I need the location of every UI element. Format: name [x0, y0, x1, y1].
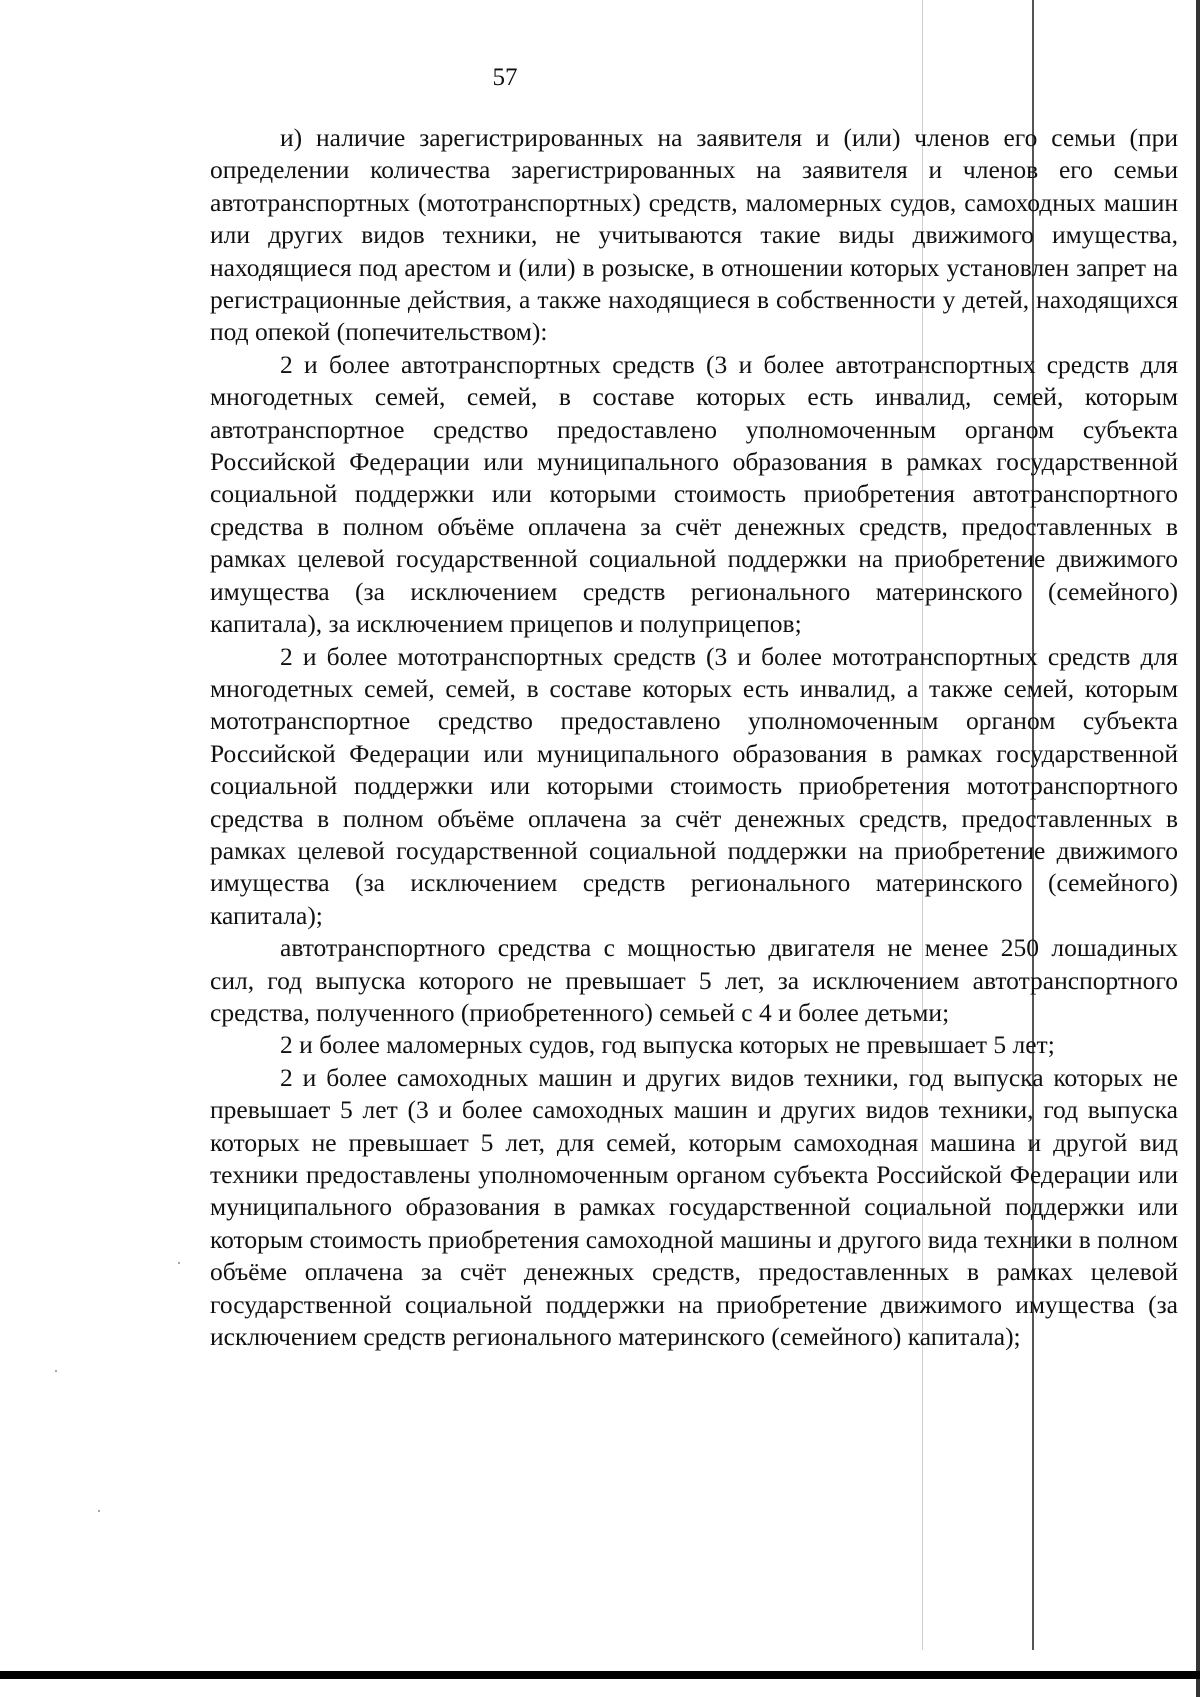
paragraph-small-vessels: 2 и более маломерных судов, год выпуска которых не превышает 5 лет;: [280, 1030, 1055, 1060]
paragraph-self-propelled-machines: 2 и более самоходных машин и других видов техники, год выпуска которых не превышает 5 лет (3 и более самоходных машин и других видов техники, год выпуска которых не превышает 5 лет, для семей, которым самоходная машина и другой вид техники предоставлены уполномоченным органом субъекта Российской Федерации или муниципального образования в рамках государственной социальной поддержки или которым стоимость приобретения самоходной машины и другого вида техники в полном объёме оплачена за счёт денежных средств, предоставленных в рамках целевой государственной социальной поддержки на приобретение движимого имущества (за исключением средств регионального материнского (семейного) капитала);: [210, 1062, 1178, 1352]
paragraph-engine-power: автотранспортного средства с мощностью двигателя не менее 250 лошадиных сил, год выпуска которого не превышает 5 лет, за исключением автотранспортного средства, полученного (приобретенного) семьей с 4 и более детьми;: [210, 933, 1178, 1027]
scan-speck: [178, 1262, 180, 1264]
scan-speck: [55, 1370, 57, 1372]
paragraph-item-i: и) наличие зарегистрированных на заявителя и (или) членов его семьи (при определении количества зарегистрированных на заявителя и членов его семьи автотранспортных (мототранспортных) средств, маломерных судов, самоходных машин или других видов техники, не учитываются такие виды движимого имущества, находящиеся под арестом и (или) в розыске, в отношении которых установлен запрет на регистрационные действия, а также находящиеся в собственности у детей, находящихся под опекой (попечительством):: [210, 123, 1178, 347]
scan-edge-bottom: [0, 1671, 1200, 1679]
scan-speck: [98, 1510, 100, 1512]
paragraph-motor-vehicles: 2 и более мототранспортных средств (3 и более мототранспортных средств для многодетных семей, семей, в составе которых есть инвалид, а также семей, которым мототранспортное средство предоставлено уполномоченным органом субъекта Российской Федерации или муниципального образования в рамках государственной социальной поддержки или которыми стоимость приобретения мототранспортного средства в полном объёме оплачена за счёт денежных средств, предоставленных в рамках целевой государственной социальной поддержки на приобретение движимого имущества (за исключением средств регионального материнского (семейного) капитала);: [210, 641, 1178, 930]
document-body: [210, 122, 1178, 1353]
page-number: 57: [492, 64, 518, 91]
paragraph-vehicles: 2 и более автотранспортных средств (3 и более автотранспортных средств для многодетных семей, семей, в составе которых есть инвалид, семей, которым автотранспортное средство предоставлено уполномоченным органом субъекта Российской Федерации или муниципального образования в рамках государственной социальной поддержки или которыми стоимость приобретения автотранспортного средства в полном объёме оплачена за счёт денежных средств, предоставленных в рамках целевой государственной социальной поддержки на приобретение движимого имущества (за исключением средств регионального материнского (семейного) капитала), за исключением прицепов и полуприцепов;: [210, 349, 1178, 639]
scan-edge-right: [1196, 0, 1200, 1697]
